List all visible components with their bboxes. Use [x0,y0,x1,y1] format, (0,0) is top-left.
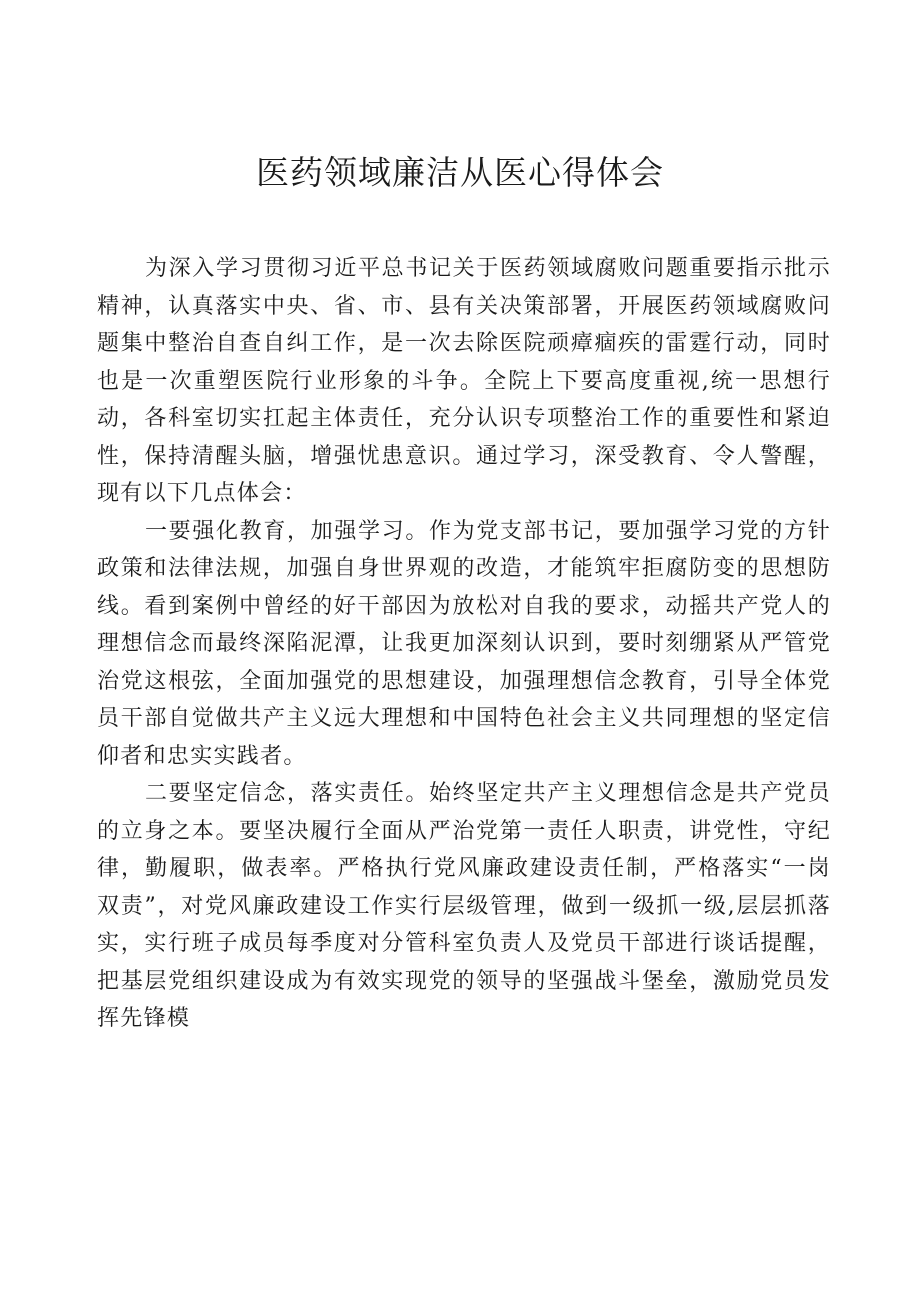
document-title: 医药领域廉洁从医心得体会 [256,153,664,192]
paragraph-intro: 为深入学习贯彻习近平总书记关于医药领域腐败问题重要指示批示精神，认真落实中央、省、市、县有关决策部署，开展医药领域腐败问题集中整治自查自纠工作，是一次去除医院顽瘴痼疾的雷霆行动，同时也是一次重塑医院行业形象的斗争。全院上下要高度重视,统一思想行动，各科室切实扛起主体责任，充分认识专项整治工作的重要性和紧迫性，保持清醒头脑，增强忧患意识。通过学习，深受教育、令人警醒，现有以下几点体会： [97,256,831,506]
paragraph-point-one: 一要强化教育，加强学习。作为党支部书记，要加强学习党的方针政策和法律法规，加强自身世界观的改造，才能筑牢拒腐防变的思想防线。看到案例中曾经的好干部因为放松对自我的要求，动摇共产党人的理想信念而最终深陷泥潭，让我更加深刻认识到，要时刻绷紧从严管党治党这根弦，全面加强党的思想建设，加强理想信念教育，引导全体党员干部自觉做共产主义远大理想和中国特色社会主义共同理想的坚定信仰者和忠实实践者。 [97,518,831,769]
paragraph-point-two: 二要坚定信念，落实责任。始终坚定共产主义理想信念是共产党员的立身之本。要坚决履行全面从严治党第一责任人职责，讲党性，守纪律，勤履职，做表率。严格执行党风廉政建设责任制，严格落实“一岗双责”，对党风廉政建设工作实行层级管理，做到一级抓一级,层层抓落实，实行班子成员每季度对分管科室负责人及党员干部进行谈话提醒，把基层党组织建设成为有效实现党的领导的坚强战斗堡垒，激励党员发挥先锋模 [97,781,831,1031]
document-body [97,250,831,1038]
